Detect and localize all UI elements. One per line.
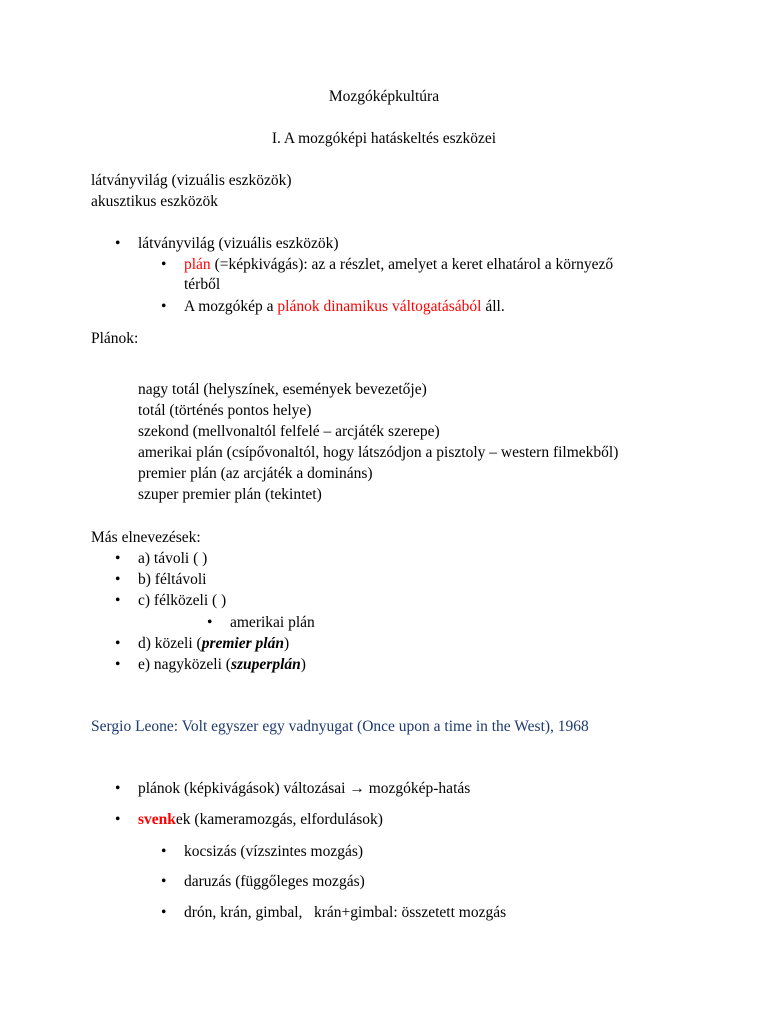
list-item [138, 634, 289, 654]
item-text: áll. [481, 298, 505, 315]
bullet-mark: • [115, 550, 121, 567]
list-item: kocsizás (vízszintes mozgás) [184, 843, 364, 860]
list-item: b) féltávoli [138, 571, 207, 588]
item-text: d) közeli ( [138, 635, 202, 652]
bullet-mark: • [115, 656, 121, 673]
list-item [184, 297, 505, 317]
bullet-mark: • [207, 614, 213, 631]
plan-line: amerikai plán (csípővonaltól, hogy látszódjon a pisztoly – western filmekből) [138, 444, 619, 461]
bullet-mark: • [115, 780, 121, 797]
plan-line: szuper premier plán (tekintet) [138, 486, 322, 503]
plan-line: nagy totál (helyszínek, események bevezetője) [138, 381, 427, 398]
planok-heading: Plánok: [91, 330, 139, 347]
bullet-mark: • [161, 298, 167, 315]
list-item: plánok (képkivágások) változásai → mozgókép-hatás [138, 780, 471, 797]
emphasis-term: premier plán [201, 635, 284, 652]
highlight-term: plánok dinamikus váltogatásából [277, 298, 482, 315]
plan-line: szekond (mellvonaltól felfelé – arcjáték szerepe) [138, 423, 440, 440]
mas-heading: Más elnevezések: [91, 529, 201, 546]
list-item: daruzás (függőleges mozgás) [184, 873, 365, 890]
bullet-mark: • [161, 843, 167, 860]
intro-line: látványvilág (vizuális eszközök) [91, 172, 292, 189]
intro-line: akusztikus eszközök [91, 193, 218, 210]
list-item: drón, krán, gimbal, krán+gimbal: összetett mozgás [184, 904, 507, 921]
bullet-mark: • [115, 235, 121, 252]
bullet-mark: • [115, 635, 121, 652]
highlight-term: plán [184, 256, 211, 273]
film-reference: Sergio Leone: Volt egyszer egy vadnyugat (Once upon a time in the West), 1968 [91, 718, 589, 735]
list-item-continuation: térből [184, 276, 221, 293]
highlight-term: svenk [138, 811, 176, 828]
list-item: a) távoli ( ) [138, 550, 208, 567]
item-text: ) [300, 656, 306, 673]
list-item: amerikai plán [230, 614, 315, 631]
item-text: ) [283, 635, 290, 652]
bullet-mark: • [115, 592, 121, 609]
bullet-mark: • [161, 873, 167, 890]
plan-line: premier plán (az arcjáték a domináns) [138, 465, 373, 482]
bullet-mark: • [115, 571, 121, 588]
list-item [138, 655, 306, 675]
bullet-mark: • [161, 904, 167, 921]
emphasis-term: szuperplán [230, 656, 301, 673]
list-item: c) félközeli ( ) [138, 592, 227, 609]
list-item [184, 255, 613, 275]
document-title: Mozgóképkultúra [328, 88, 440, 105]
plan-line: totál (történés pontos helye) [138, 402, 312, 419]
bullet-mark: • [115, 811, 121, 828]
item-text: (=képkivágás): az a részlet, amelyet a keret elhatárol a környező [210, 256, 614, 273]
list-item [138, 810, 383, 830]
item-text: ek (kameramozgás, elfordulások) [175, 811, 383, 828]
bullet-mark: • [161, 256, 167, 273]
item-text: e) nagyközeli ( [138, 656, 231, 673]
list-item: látványvilág (vizuális eszközök) [138, 235, 339, 252]
section-heading: I. A mozgóképi hatáskeltés eszközei [271, 130, 497, 147]
item-text: A mozgókép a [184, 298, 278, 315]
